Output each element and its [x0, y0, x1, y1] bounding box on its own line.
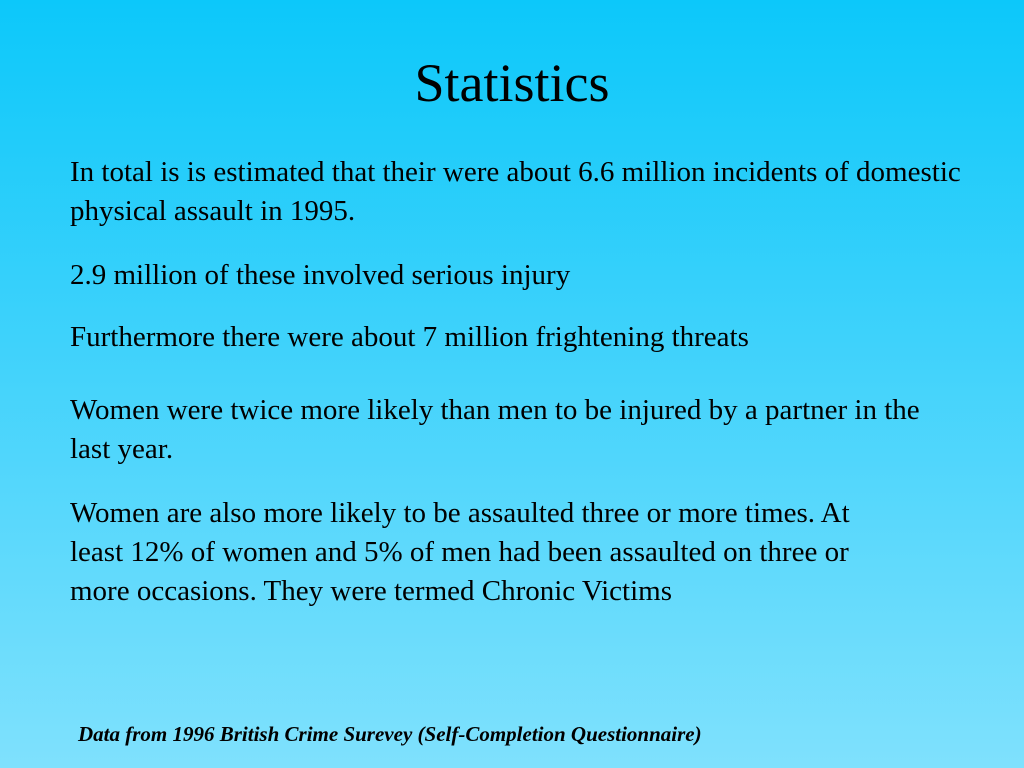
paragraph-chronic-victims: Women are also more likely to be assaulted three or more times. At least 12% of women and 5% of men had been assaulted on three or more occasions. They were termed Chronic Victims [70, 497, 850, 607]
paragraph-women-injured: Women were twice more likely than men to be injured by a partner in the last year. [70, 394, 920, 465]
paragraph-threats: Furthermore there were about 7 million frightening threats [70, 321, 749, 353]
source-note: Data from 1996 British Crime Surevey (Self-Completion Questionnaire) [78, 722, 702, 746]
slide-title: Statistics [414, 53, 610, 113]
paragraph-total-incidents: In total is is estimated that their were about 6.6 million incidents of domestic physical assault in 1995. [70, 156, 961, 227]
paragraph-serious-injury: 2.9 million of these involved serious injury [70, 259, 571, 291]
